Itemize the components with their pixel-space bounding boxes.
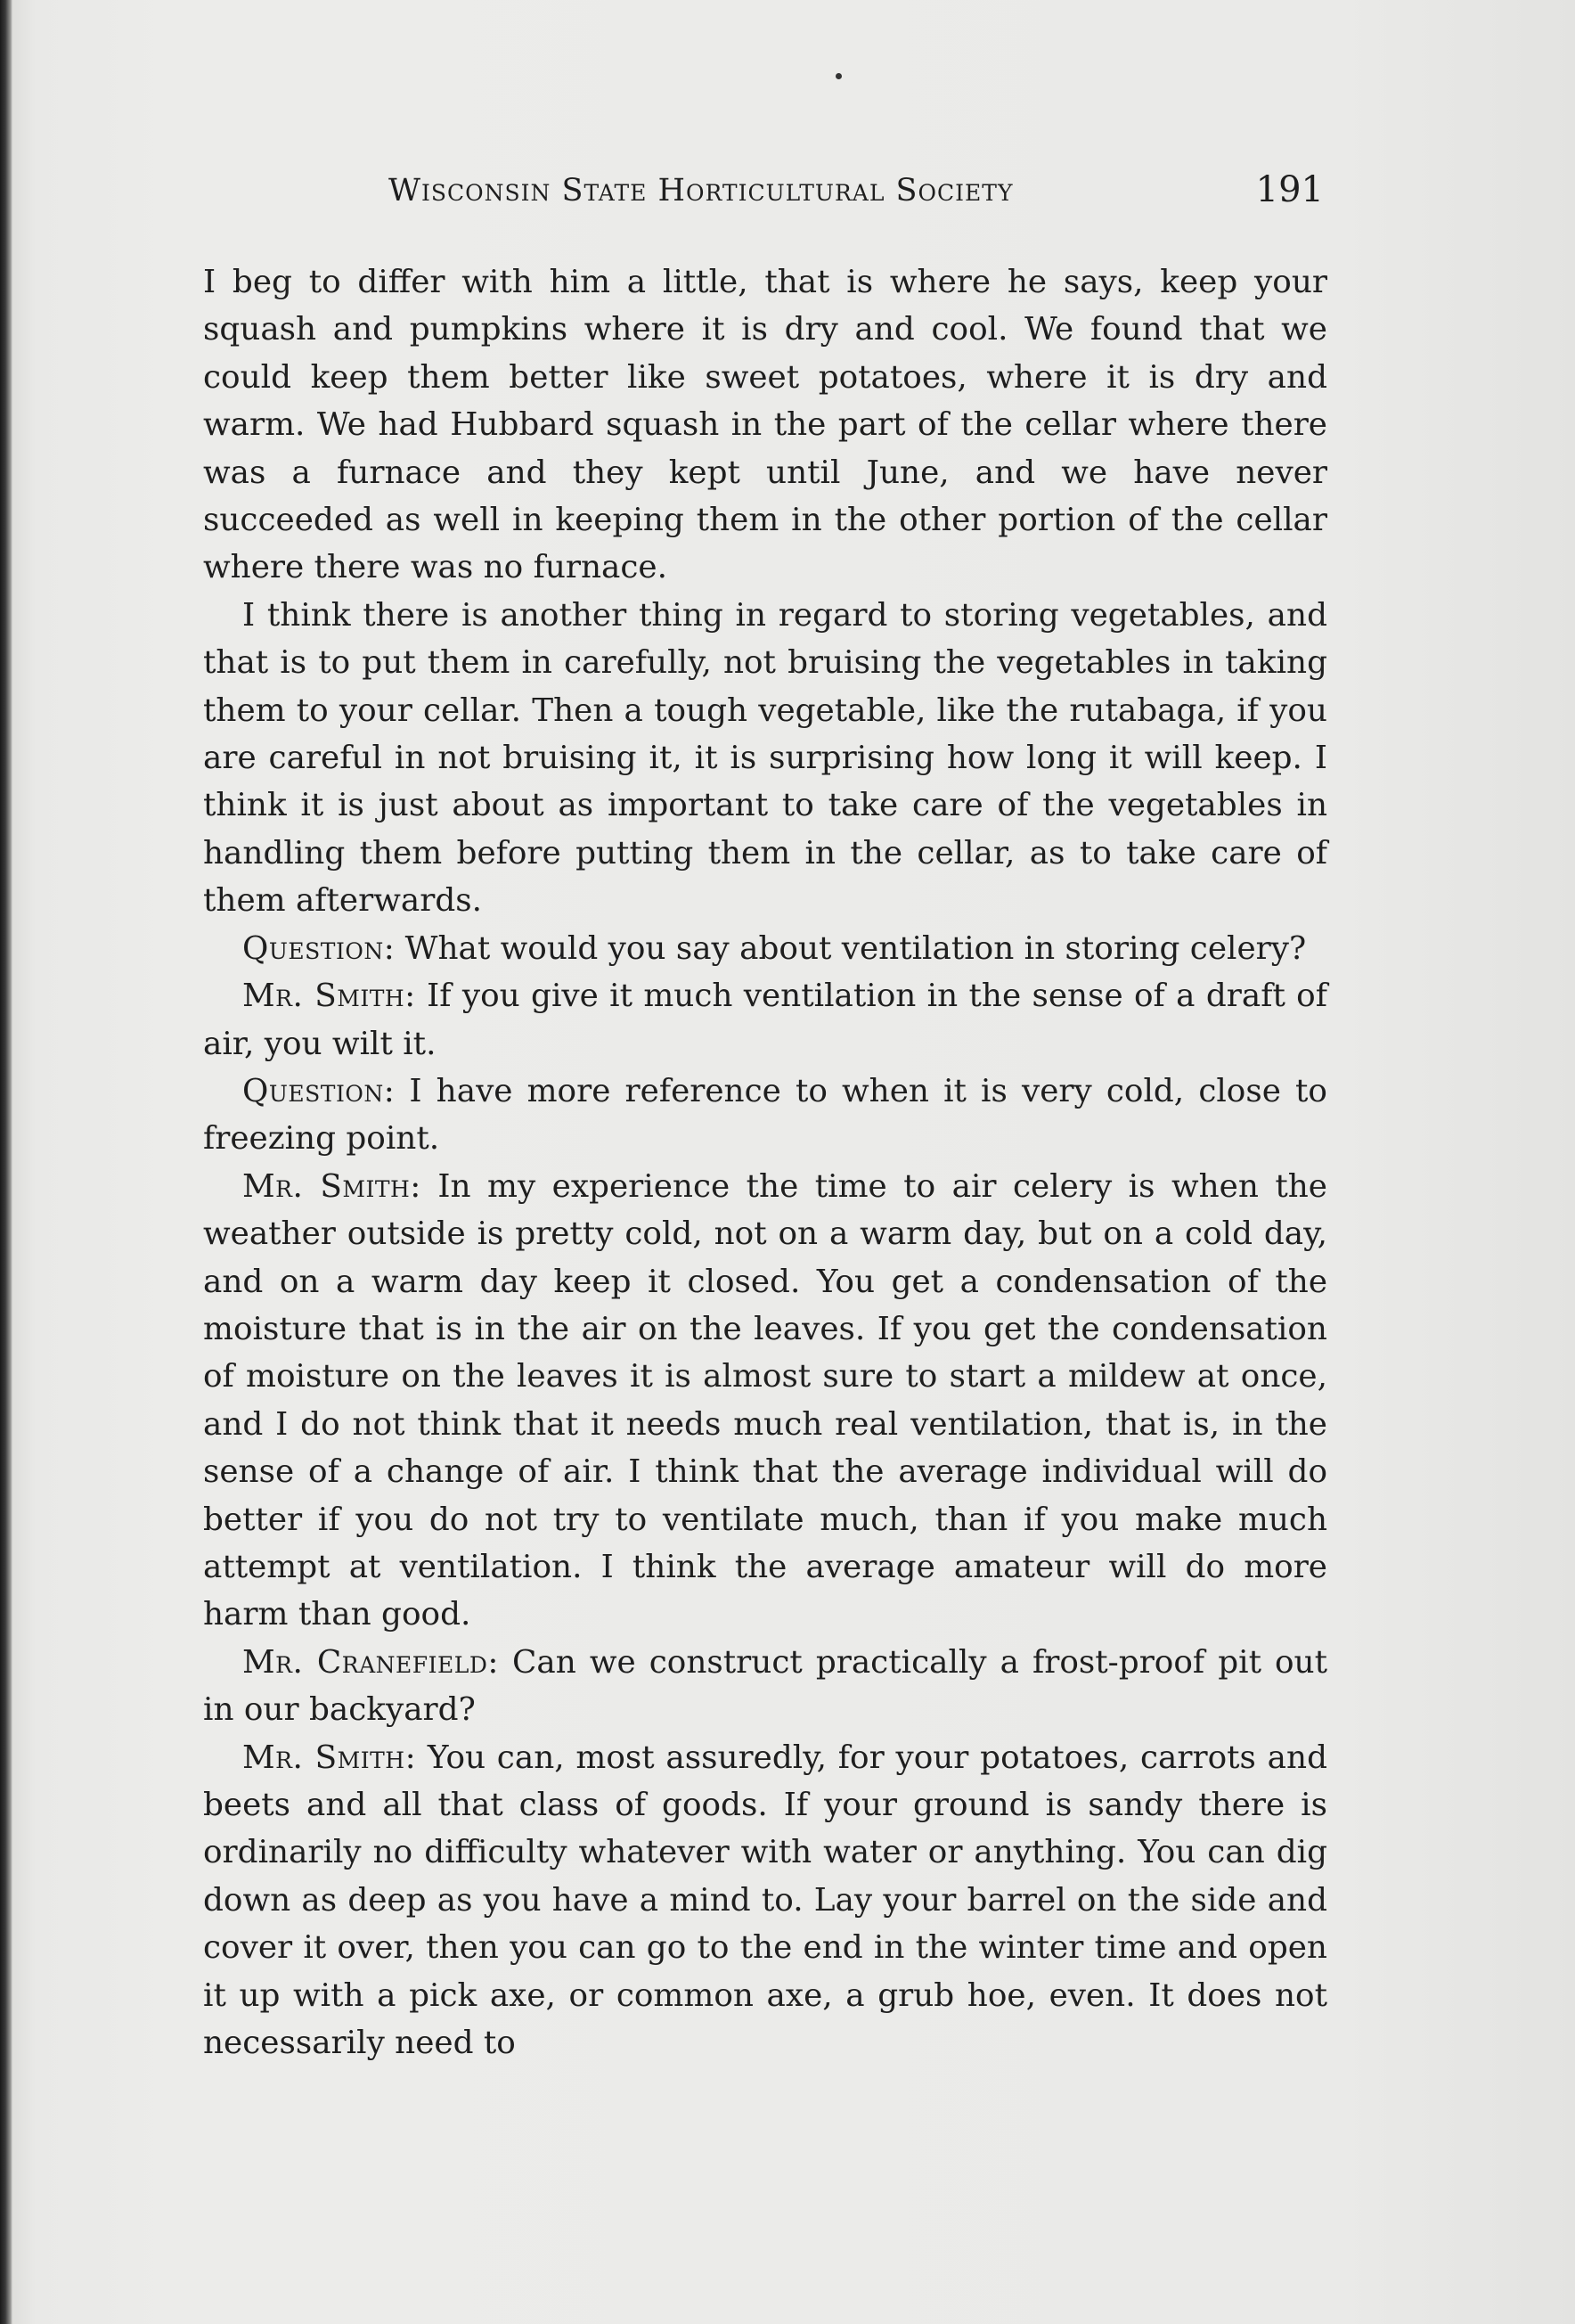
speaker-label: Mr. Smith: (242, 1167, 421, 1205)
dialogue-paragraph (203, 1068, 1327, 1163)
paragraph-text: You can, most assuredly, for your potatoes, carrots and beets and all that class of goods. If your ground is sandy there is ordinarily no difficulty whatever with water or anything. You can dig down as deep as you have a mind to. Lay your barrel on the side and cover it over, then you can go to the end in the winter time and open it up with a pick axe, or common axe, a grub hoe, even. It does not necessarily need to (203, 1739, 1327, 2062)
speaker-label: Mr. Smith: (242, 1739, 417, 1776)
paragraph-text: I beg to differ with him a little, that is where he says, keep your squash and pumpkins where it is dry and cool. We found that we could keep them better like sweet potatoes, where it is dry and warm. We had Hubbard squash in the part of the cellar where there was a furnace and they kept until June, and we have never succeeded as well in keeping them in the other portion of the cellar where there was no furnace. (203, 264, 1327, 586)
speaker-label: Question: (242, 929, 396, 967)
paragraph-text: I think there is another thing in regard to storing vegetables, and that is to put them in carefully, not bruising the vegetables in taking them to your cellar. Then a tough vegetable, like the rutabaga, if you are careful in not bruising it, it is surprising how long it will keep. I think it is just about as important to take care of the vegetables in handling them before putting them in the cellar, as to take care of them afterwards. (203, 596, 1327, 920)
dialogue-paragraph (203, 1734, 1327, 2067)
speaker-label: Mr. Smith: (242, 978, 416, 1015)
paragraph-text: In my experience the time to air celery is when the weather outside is pretty cold, not on a warm day, but on a cold day, and on a warm day keep it closed. You get a condensation of the moisture that is in the air on the leaves. If you get the condensation of moisture on the leaves it is almost sure to start a mildew at once, and I do not think that it needs much real ventilation, that is, in the sense of a change of air. I think that the average individual will do better if you do not try to ventilate much, than if you make much attempt at ventilation. I think the average amateur will do more harm than good. (203, 1167, 1327, 1633)
dialogue-paragraph (203, 1639, 1327, 1734)
dialogue-paragraph (203, 972, 1327, 1068)
paragraph (203, 592, 1327, 925)
speaker-label: Mr. Cranefield: (242, 1643, 499, 1681)
paragraph-text: What would you say about ventilation in storing celery? (404, 929, 1307, 967)
running-title: Wisconsin State Horticultural Society (388, 173, 1014, 209)
paragraph (203, 258, 1327, 592)
page-number: 191 (1255, 169, 1324, 210)
speaker-label: Question: (242, 1072, 396, 1109)
paragraph-text: If you give it much ventilation in the sense of a draft of air, you wilt it. (203, 978, 1327, 1062)
ink-speck (836, 73, 842, 79)
body-text (203, 258, 1327, 2066)
dialogue-paragraph (203, 925, 1327, 972)
page-header (201, 169, 1324, 223)
paragraph-text: Can we construct practically a frost-proof pit out in our backyard? (203, 1643, 1327, 1729)
dialogue-paragraph (203, 1163, 1327, 1639)
paragraph-text: I have more reference to when it is very cold, close to freezing point. (203, 1072, 1327, 1158)
binding-edge (0, 0, 12, 2324)
